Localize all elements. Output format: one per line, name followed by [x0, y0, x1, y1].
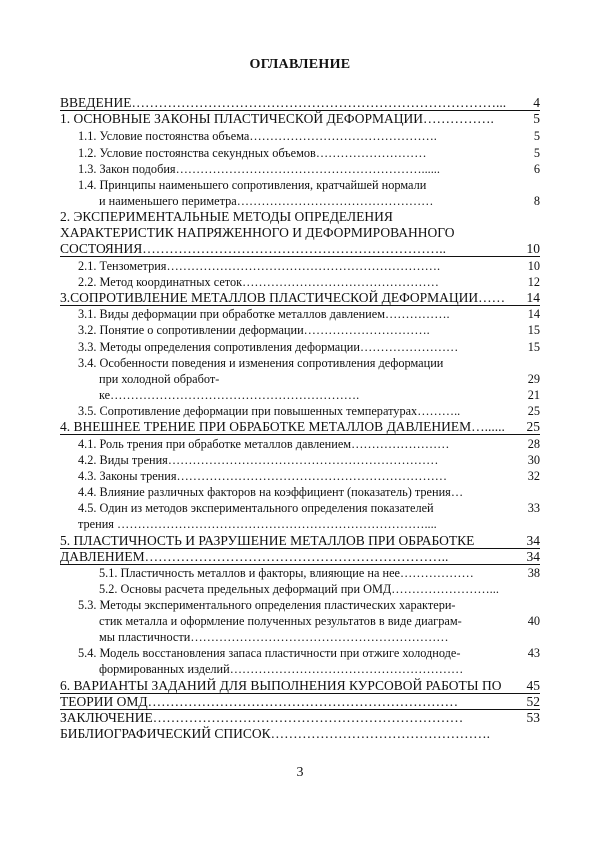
toc-page-number: 25	[527, 404, 540, 418]
page-title: ОГЛАВЛЕНИЕ	[249, 57, 351, 72]
underline-divider	[60, 256, 540, 257]
toc-entry: 2.1. Тензометрия………………………………………………………….	[78, 259, 441, 273]
toc-entry: 3.4. Особенности поведения и изменения сопротивления деформации	[78, 356, 444, 370]
toc-page-number: 5	[533, 146, 540, 160]
toc-page-number: 10	[526, 241, 540, 256]
toc-entry: формированных изделий…………………………………………………	[99, 662, 464, 676]
toc-page-number: 32	[527, 469, 540, 483]
toc-entry: 4.5. Один из методов экспериментального определения показателей	[78, 501, 434, 515]
toc-entry: 1.4. Принципы наименьшего сопротивления, кратчайшей нормали	[78, 178, 427, 192]
toc-entry: 5.2. Основы расчета предельных деформаций при ОМД……………………...	[99, 582, 499, 596]
toc-entry: 4. ВНЕШНЕЕ ТРЕНИЕ ПРИ ОБРАБОТКЕ МЕТАЛЛОВ ДАВЛЕНИЕМ…......	[60, 419, 505, 434]
toc-entry: 4.2. Виды трения…………………………………………………………	[78, 453, 439, 467]
toc-page-number: 25	[526, 419, 540, 434]
toc-page-number: 21	[527, 388, 540, 402]
toc-page-number: 30	[527, 453, 540, 467]
toc-entry: мы пластичности………………………………………………………	[99, 630, 449, 644]
toc-entry: 1. ОСНОВНЫЕ ЗАКОНЫ ПЛАСТИЧЕСКОЙ ДЕФОРМАЦИИ…………….	[60, 111, 494, 126]
toc-page-number: 12	[527, 275, 540, 289]
toc-page-number: 43	[527, 646, 540, 660]
toc-entry: трения …………………………………………………………………....	[78, 517, 437, 531]
toc-entry: 3.2. Понятие о сопротивлении деформации………………………….	[78, 323, 430, 337]
toc-entry: 3.5. Сопротивление деформации при повышенных температурах………..	[78, 404, 461, 418]
toc-page-number: 14	[527, 307, 540, 321]
toc-entry: 3.СОПРОТИВЛЕНИЕ МЕТАЛЛОВ ПЛАСТИЧЕСКОЙ ДЕФОРМАЦИИ……	[60, 290, 506, 305]
toc-page-number: 45	[526, 678, 540, 693]
toc-page-number: 5	[533, 129, 540, 143]
toc-page-number: 33	[527, 501, 540, 515]
toc-entry: 5.1. Пластичность металлов и факторы, влияющие на нее………………	[99, 566, 474, 580]
toc-entry: 1.1. Условие постоянства объема……………………………………….	[78, 129, 437, 143]
toc-entry: 2. ЭКСПЕРИМЕНТАЛЬНЫЕ МЕТОДЫ ОПРЕДЕЛЕНИЯ	[60, 209, 393, 224]
toc-page-number: 14	[526, 290, 540, 305]
toc-page-number: 6	[533, 162, 540, 176]
toc-page-number: 40	[527, 614, 540, 628]
toc-entry: ЗАКЛЮЧЕНИЕ……………………………………………………………	[60, 710, 464, 725]
toc-page-number: 4	[533, 95, 540, 110]
toc-entry: ТЕОРИИ ОМД……………………………………………………………	[60, 694, 459, 709]
toc-page-number: 8	[533, 194, 540, 208]
toc-entry: 4.3. Законы трения…………………………………………………………	[78, 469, 448, 483]
toc-entry: и наименьшего периметра…………………………………………	[99, 194, 434, 208]
toc-page-number: 53	[526, 710, 540, 725]
toc-entry: 4.1. Роль трения при обработке металлов давлением……………………	[78, 437, 450, 451]
toc-page-number: 10	[527, 259, 540, 273]
toc-entry: 1.3. Закон подобия……………………………………………………......	[78, 162, 440, 176]
toc-entry: БИБЛИОГРАФИЧЕСКИЙ СПИСОК………………………………………….	[60, 726, 491, 741]
toc-page-number: 15	[527, 340, 540, 354]
toc-entry: 6. ВАРИАНТЫ ЗАДАНИЙ ДЛЯ ВЫПОЛНЕНИЯ КУРСОВОЙ РАБОТЫ ПО	[60, 678, 502, 693]
toc-entry: СОСТОЯНИЯ…………………………………………………………..	[60, 241, 447, 256]
toc-page-number: 52	[526, 694, 540, 709]
toc-entry: ХАРАКТЕРИСТИК НАПРЯЖЕННОГО И ДЕФОРМИРОВАННОГО	[60, 225, 455, 240]
underline-divider	[60, 434, 540, 435]
toc-entry: 3.3. Методы определения сопротивления деформации……………………	[78, 340, 459, 354]
toc-page-number: 29	[527, 372, 540, 386]
toc-page-number: 28	[527, 437, 540, 451]
toc-entry: 5.3. Методы экспериментального определения пластических характери-	[78, 598, 456, 612]
toc-page-number: 15	[527, 323, 540, 337]
toc-entry: 4.4. Влияние различных факторов на коэффициент (показатель) трения…	[78, 485, 464, 499]
toc-entry: ДАВЛЕНИЕМ…………………………………………………………..	[60, 549, 449, 564]
page-number: 3	[296, 765, 304, 780]
toc-entry: 2.2. Метод координатных сеток…………………………………………	[78, 275, 439, 289]
toc-entry: стик металла и оформление полученных результатов в виде диаграм-	[99, 614, 462, 628]
toc-entry: 5. ПЛАСТИЧНОСТЬ И РАЗРУШЕНИЕ МЕТАЛЛОВ ПРИ ОБРАБОТКЕ	[60, 533, 475, 548]
toc-entry: 5.4. Модель восстановления запаса пластичности при отжиге холодноде-	[78, 646, 461, 660]
toc-entry: 3.1. Виды деформации при обработке металлов давлением…………….	[78, 307, 450, 321]
toc-page-number: 34	[526, 549, 540, 564]
toc-entry: при холодной обработ-	[99, 372, 220, 386]
toc-entry: 1.2. Условие постоянства секундных объемов………………………	[78, 146, 427, 160]
toc-entry: ке…………………………………………………….	[99, 388, 360, 402]
toc-entry: ВВЕДЕНИЕ………………………………………………………………………...	[60, 95, 507, 110]
toc-page-number: 5	[533, 111, 540, 126]
toc-page-number: 38	[527, 566, 540, 580]
toc-page-number: 34	[526, 533, 540, 548]
